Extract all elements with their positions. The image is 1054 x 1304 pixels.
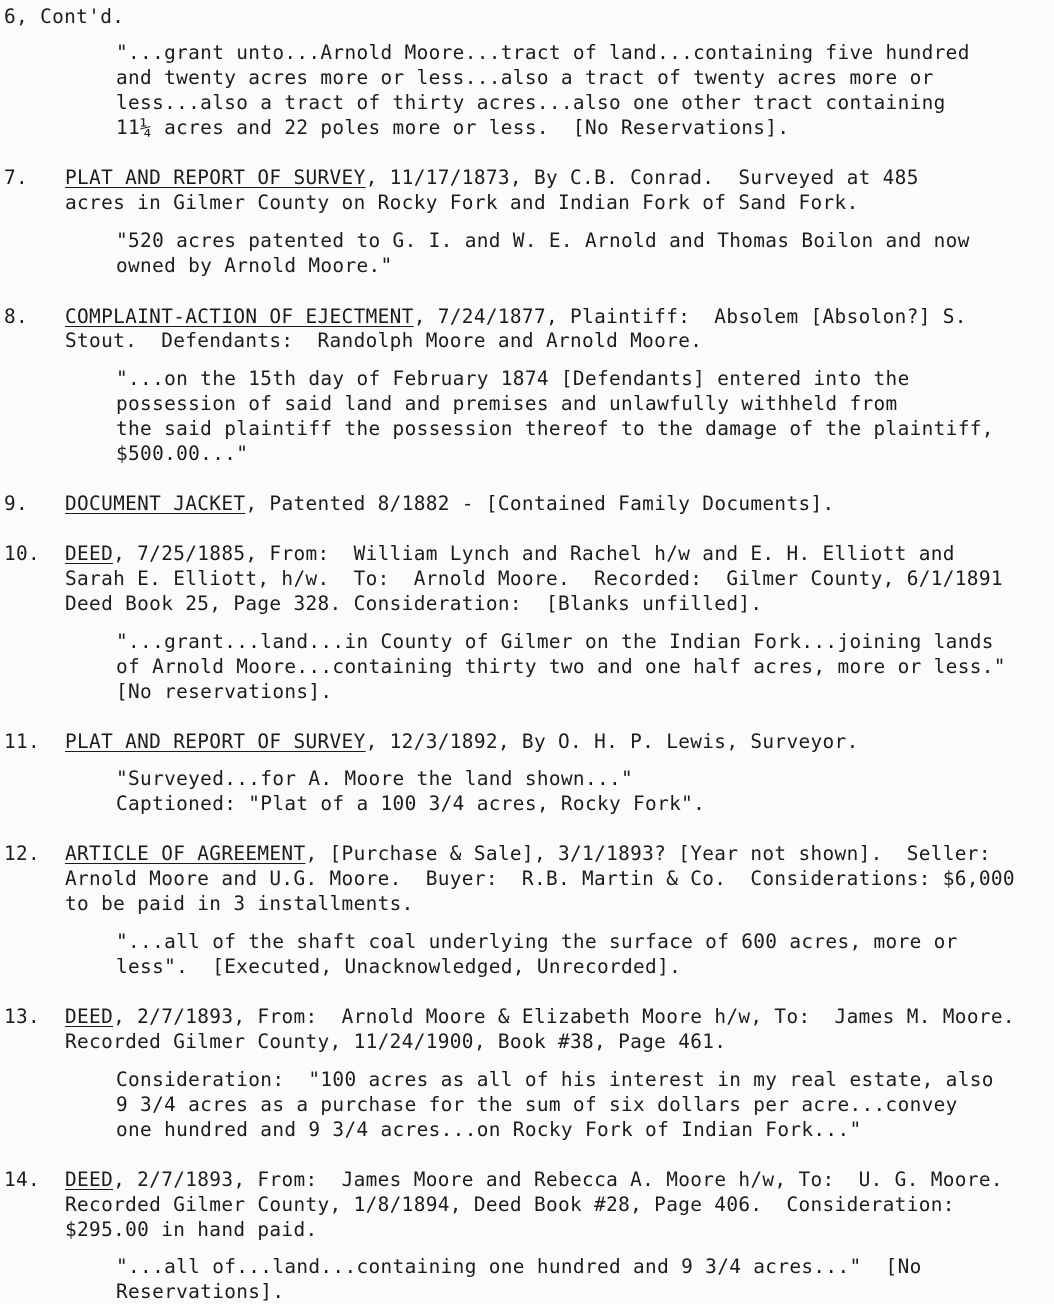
entry-9-first-line-rest: , Patented 8/1882 - [Contained Family Documents]. [245,492,835,515]
entry-12-body-line: to be paid in 3 installments. [65,892,414,915]
entry-11-number: 11. [4,730,41,753]
entry-12-first-line-rest: , [Purchase & Sale], 3/1/1893? [Year not shown]. Seller: [305,842,991,865]
continuation-label: 6, Cont'd. [4,5,125,28]
entry-8-heading: COMPLAINT-ACTION OF EJECTMENT [65,305,414,328]
entry-14-body-line: $295.00 in hand paid. [65,1218,318,1241]
entry-8-number: 8. [4,305,29,328]
entry-14-quote-line: "...all of...land...containing one hundred and 9 3/4 acres..." [No [116,1255,922,1278]
entry-14-heading: DEED [65,1168,114,1191]
entry-13-quote-line: Consideration: "100 acres as all of his interest in my real estate, also [116,1068,994,1091]
entry-11-quote-line: "Surveyed...for A. Moore the land shown..." [116,767,634,790]
entry-10-body-line: Deed Book 25, Page 328. Consideration: [Blanks unfilled]. [65,592,763,615]
entry-10-quote-line: [No reservations]. [116,680,333,703]
entry-12-body-line: Arnold Moore and U.G. Moore. Buyer: R.B. Martin & Co. Considerations: $6,000 [65,867,1015,890]
entry-9-first-line [65,491,835,516]
entry-13-quote-line: 9 3/4 acres as a purchase for the sum of six dollars per acre...convey [116,1093,958,1116]
entry-8-quote-line: $500.00..." [116,442,249,465]
entry-6-quote-line: and twenty acres more or less...also a tract of twenty acres more or [116,66,934,89]
entry-13-first-line [65,1004,1015,1029]
entry-10-first-line-rest: , 7/25/1885, From: William Lynch and Rachel h/w and E. H. Elliott and [113,542,955,565]
entry-13-number: 13. [4,1005,41,1028]
entry-10-number: 10. [4,542,41,565]
entry-14-first-line [65,1167,1003,1192]
entry-8-quote-line: "...on the 15th day of February 1874 [Defendants] entered into the [116,367,910,390]
entry-8-body-line: Stout. Defendants: Randolph Moore and Arnold Moore. [65,329,703,352]
entry-7-quote-line: "520 acres patented to G. I. and W. E. Arnold and Thomas Boilon and now [116,229,970,252]
entry-12-heading: ARTICLE OF AGREEMENT [65,842,306,865]
entry-8-first-line-rest: , 7/24/1877, Plaintiff: Absolem [Absolon?] S. [413,305,967,328]
entry-10-heading: DEED [65,542,114,565]
entry-6-quote-line: less...also a tract of thirty acres...also one other tract containing [116,91,946,114]
entry-8-first-line [65,304,967,329]
entry-10-quote-line: "...grant...land...in County of Gilmer on the Indian Fork...joining lands [116,630,994,653]
entry-12-quote-line: less". [Executed, Unacknowledged, Unrecorded]. [116,955,682,978]
entry-14-quote-line: Reservations]. [116,1280,285,1303]
entry-11-first-line-rest: , 12/3/1892, By O. H. P. Lewis, Surveyor. [365,730,859,753]
entry-7-quote-line: owned by Arnold Moore." [116,254,393,277]
entry-9-number: 9. [4,492,29,515]
entry-11-heading: PLAT AND REPORT OF SURVEY [65,730,366,753]
entry-11-first-line [65,729,859,754]
entry-11-quote-line: Captioned: "Plat of a 100 3/4 acres, Rocky Fork". [116,792,706,815]
entry-6-quote-line: 11¼ acres and 22 poles more or less. [No Reservations]. [116,116,790,139]
entry-13-heading: DEED [65,1005,114,1028]
entry-14-first-line-rest: , 2/7/1893, From: James Moore and Rebecca A. Moore h/w, To: U. G. Moore. [113,1168,1003,1191]
entry-7-number: 7. [4,166,29,189]
entry-6-quote-line: "...grant unto...Arnold Moore...tract of land...containing five hundred [116,41,970,64]
entry-8-quote-line: possession of said land and premises and unlawfully withheld from [116,392,898,415]
entry-13-first-line-rest: , 2/7/1893, From: Arnold Moore & Elizabeth Moore h/w, To: James M. Moore. [113,1005,1015,1028]
entry-7-first-line-rest: , 11/17/1873, By C.B. Conrad. Surveyed at 485 [365,166,919,189]
entry-14-number: 14. [4,1168,41,1191]
entry-7-first-line [65,165,919,190]
entry-12-number: 12. [4,842,41,865]
entry-14-body-line: Recorded Gilmer County, 1/8/1894, Deed Book #28, Page 406. Consideration: [65,1193,955,1216]
entry-7-body-line: acres in Gilmer County on Rocky Fork and Indian Fork of Sand Fork. [65,191,859,214]
entry-7-heading: PLAT AND REPORT OF SURVEY [65,166,366,189]
entry-9-heading: DOCUMENT JACKET [65,492,246,515]
entry-10-quote-line: of Arnold Moore...containing thirty two and one half acres, more or less." [116,655,1006,678]
entry-8-quote-line: the said plaintiff the possession thereof to the damage of the plaintiff, [116,417,994,440]
entry-12-quote-line: "...all of the shaft coal underlying the surface of 600 acres, more or [116,930,958,953]
entry-13-quote-line: one hundred and 9 3/4 acres...on Rocky Fork of Indian Fork..." [116,1118,862,1141]
entry-12-first-line [65,841,991,866]
entry-13-body-line: Recorded Gilmer County, 11/24/1900, Book #38, Page 461. [65,1030,727,1053]
entry-10-first-line [65,541,955,566]
entry-10-body-line: Sarah E. Elliott, h/w. To: Arnold Moore. Recorded: Gilmer County, 6/1/1891 [65,567,1003,590]
